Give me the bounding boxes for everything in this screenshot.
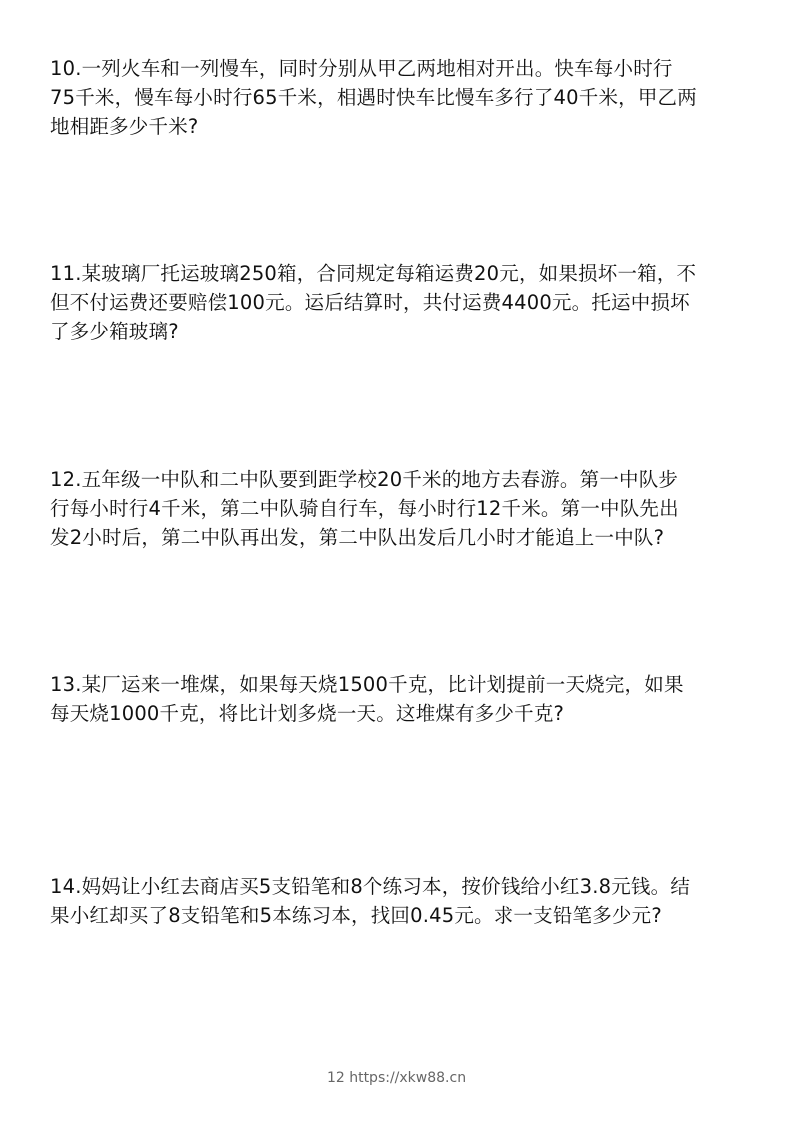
problem-11 (50, 259, 740, 346)
problem-13 (50, 670, 740, 728)
problem-line: 每天烧1000千克，将比计划多烧一天。这堆煤有多少千克? (50, 702, 565, 725)
problem-line: 地相距多少千米? (50, 115, 199, 138)
problem-line: 果小红却买了8支铅笔和5本练习本，找回0.45元。求一支铅笔多少元? (50, 904, 662, 927)
page-footer: 12 https://xkw88.cn (326, 1070, 467, 1086)
problem-line: 行每小时行4千米，第二中队骑自行车，每小时行12千米。第一中队先出 (50, 497, 679, 520)
problem-12 (50, 465, 740, 552)
problem-line: 75千米，慢车每小时行65千米，相遇时快车比慢车多行了40千米，甲乙两 (50, 86, 697, 109)
problem-14 (50, 872, 740, 930)
problem-line: 了多少箱玻璃? (50, 320, 179, 343)
problem-line: 但不付运费还要赔偿100元。运后结算时，共付运费4400元。托运中损坏 (50, 291, 690, 314)
problem-line: 13.某厂运来一堆煤，如果每天烧1500千克，比计划提前一天烧完，如果 (50, 673, 684, 696)
problem-line: 14.妈妈让小红去商店买5支铅笔和8个练习本，按价钱给小红3.8元钱。结 (50, 875, 691, 898)
problem-10 (50, 54, 740, 141)
problem-line: 10.一列火车和一列慢车，同时分别从甲乙两地相对开出。快车每小时行 (50, 57, 673, 80)
problem-line: 11.某玻璃厂托运玻璃250箱，合同规定每箱运费20元，如果损坏一箱，不 (50, 262, 697, 285)
problem-line: 发2小时后，第二中队再出发，第二中队出发后几小时才能追上一中队? (50, 526, 665, 549)
problem-line: 12.五年级一中队和二中队要到距学校20千米的地方去春游。第一中队步 (50, 468, 679, 491)
